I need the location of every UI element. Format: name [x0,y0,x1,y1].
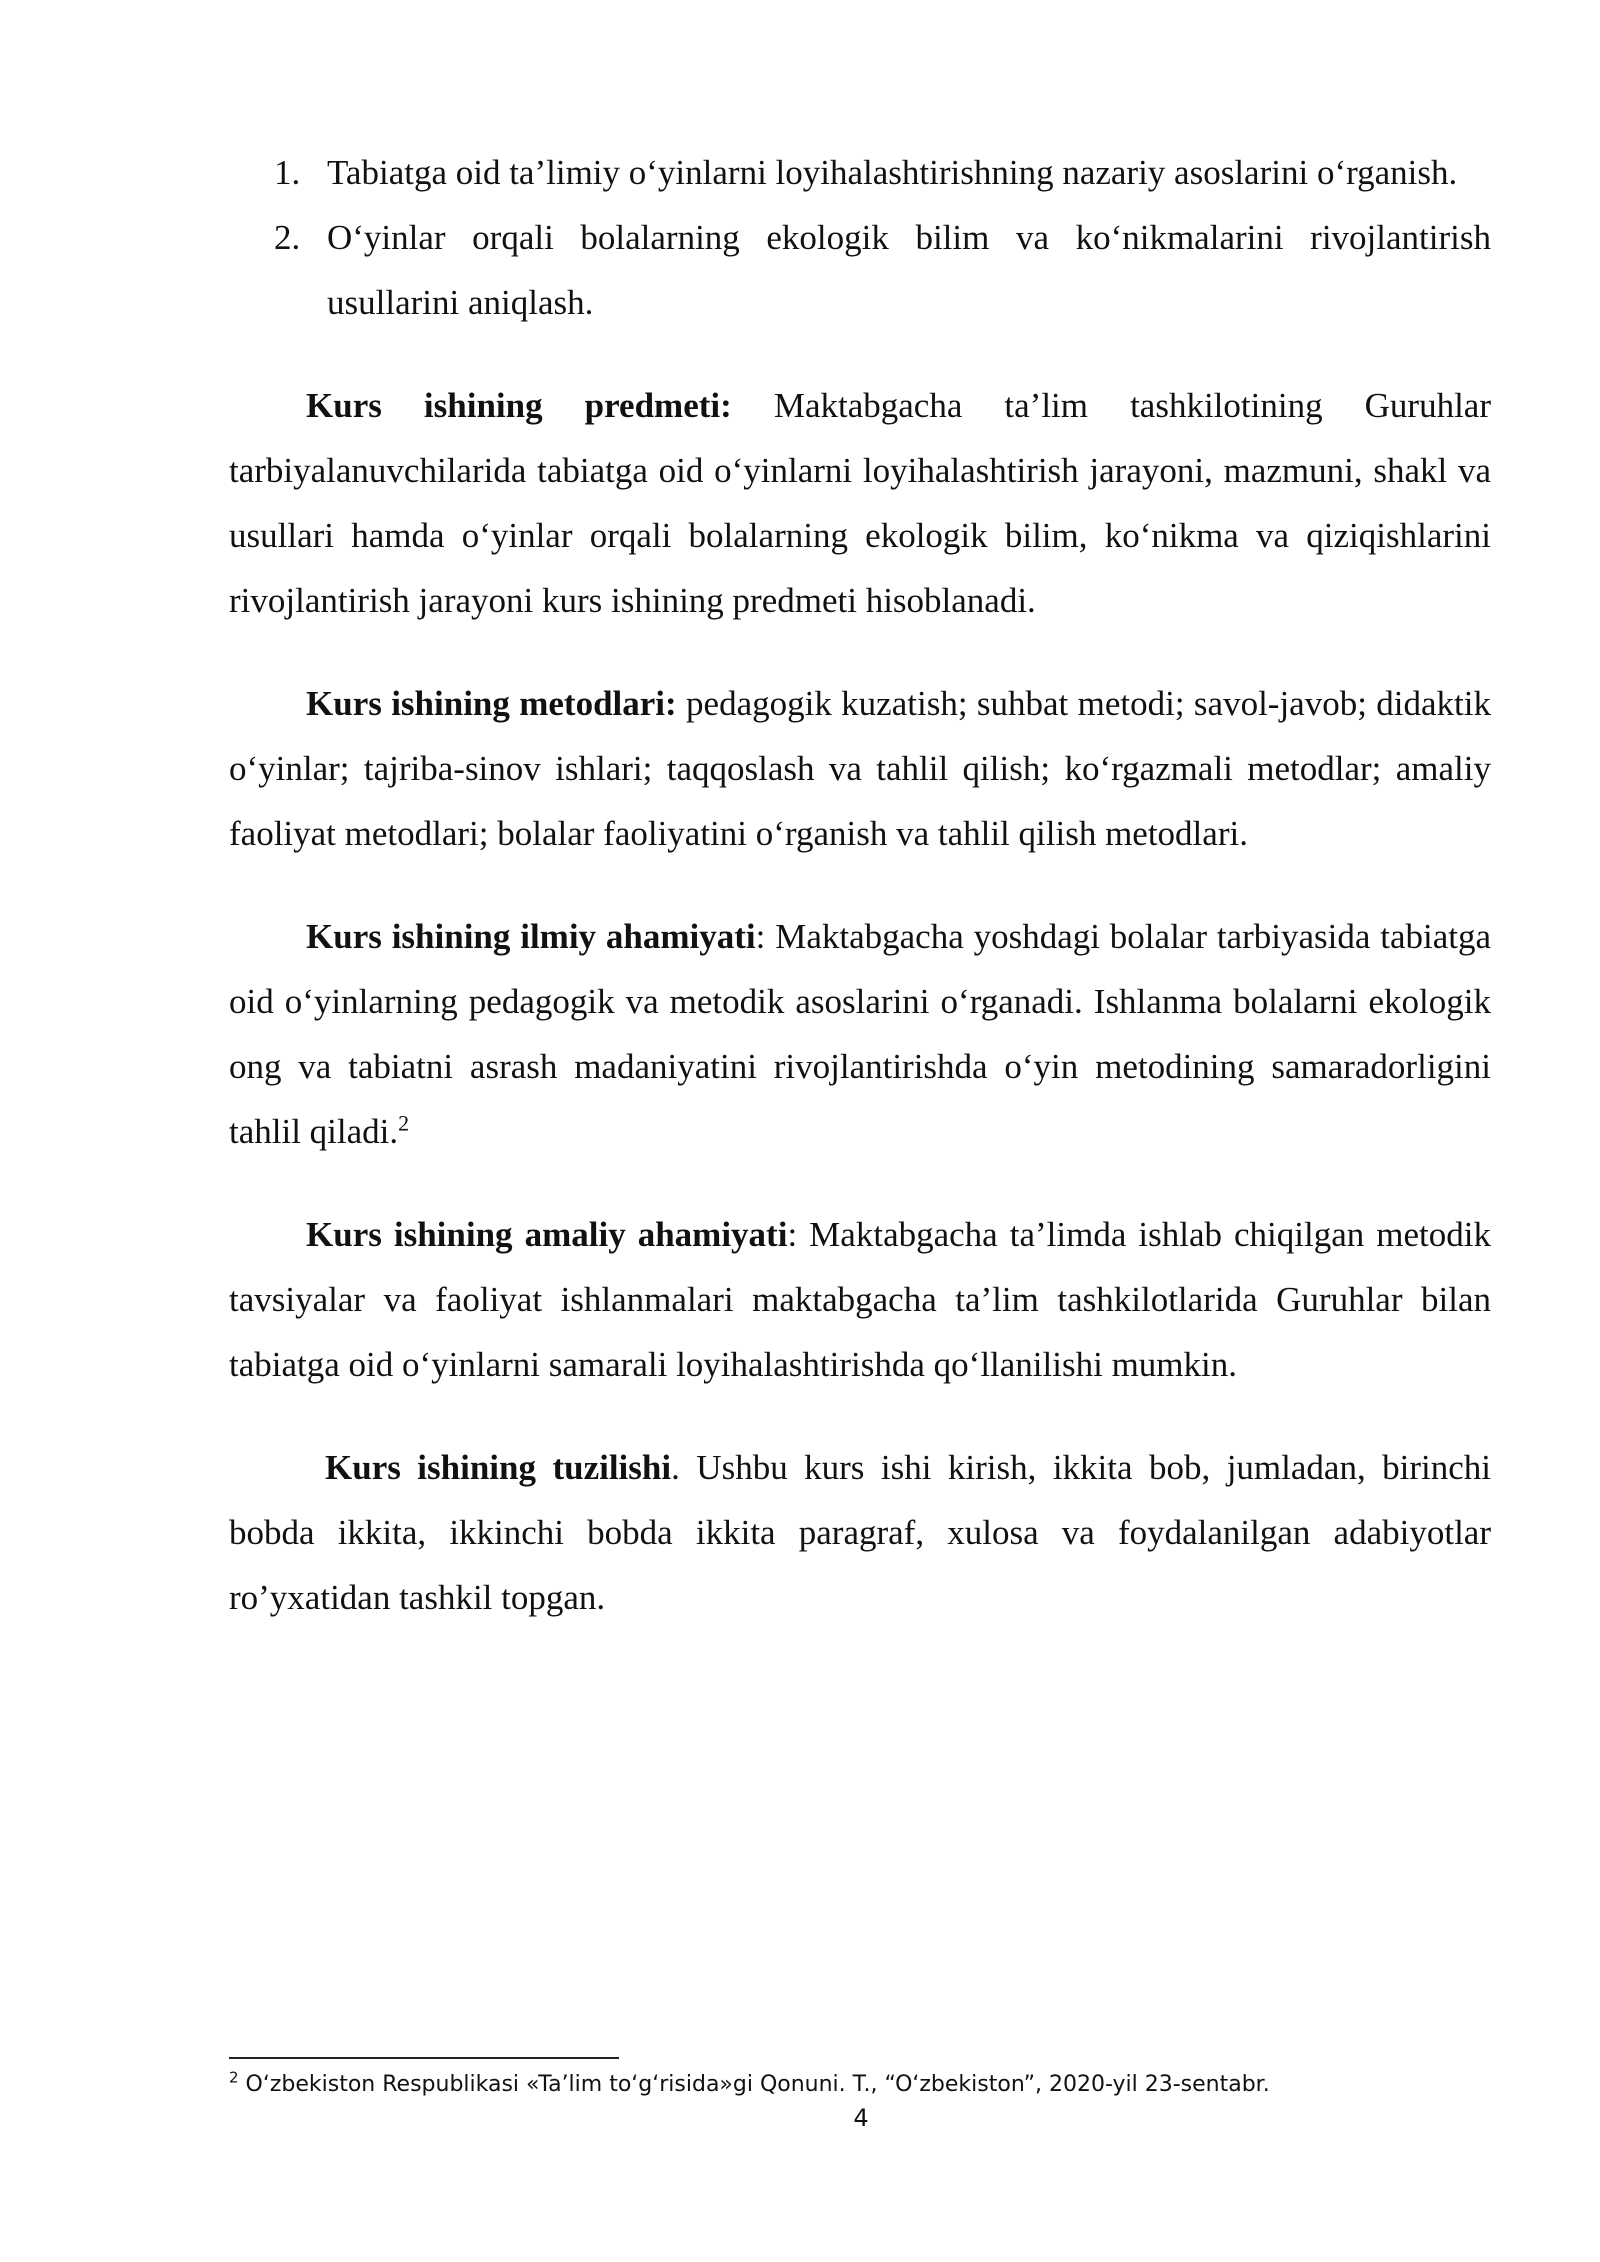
footnote-mark: 2 [229,2068,239,2087]
objectives-list [229,140,1491,335]
page-number: 4 [853,2104,869,2132]
list-item-text: O‘yinlar orqali bolalarning ekologik bilim va ko‘nikmalarini rivojlantirish usullarini aniqlash. [327,218,1491,322]
paragraph-heading: Kurs ishining amaliy ahamiyati [306,1215,788,1254]
paragraph-amaliy-ahamiyati [229,1202,1491,1397]
footnote-separator [229,2057,619,2059]
list-item [229,140,1491,205]
paragraph-heading: Kurs ishining ilmiy ahamiyati [306,917,756,956]
footnote-reference[interactable]: 2 [398,1110,410,1136]
paragraph-predmeti [229,373,1491,633]
paragraph-text: : Maktabgacha ta’limda ishlab chiqilgan metodik tavsiyalar va faoliyat ishlanmalari maktabgacha ta’lim tashkilotlarida Guruhlar bilan tabiatga oid o‘yinlarni samarali loyihalashtirishda qo‘llanilishi mumkin. [229,1215,1491,1384]
paragraph-heading: Kurs ishining predmeti: [306,386,732,425]
paragraph-text: . Ushbu kurs ishi kirish, ikkita bob, jumladan, birinchi bobda ikkita, ikkinchi bobda ikkita paragraf, xulosa va foydalanilgan adabiyotlar ro’yxatidan tashkil topgan. [229,1448,1492,1617]
paragraph-tuzilishi [229,1435,1491,1630]
paragraph-metodlari [229,671,1491,866]
list-item-text: Tabiatga oid ta’limiy o‘yinlarni loyihalashtirishning nazariy asoslarini o‘rganish. [327,153,1458,192]
paragraph-ilmiy-ahamiyati [229,904,1491,1164]
paragraph-text: Maktabgacha ta’lim tashkilotining Guruhlar tarbiyalanuvchilarida tabiatga oid o‘yinlarni loyihalashtirish jarayoni, mazmuni, shakl va usullari hamda o‘yinlar orqali bolalarning ekologik bilim, ko‘nikma va qiziqishlarini rivojlantirish jarayoni kurs ishining predmeti hisoblanadi. [229,386,1491,620]
paragraph-text: : Maktabgacha yoshdagi bolalar tarbiyasida tabiatga oid o‘yinlarning pedagogik va metodik asoslarini o‘rganadi. Ishlanma bolalarni ekologik ong va tabiatni asrash madaniyatini rivojlantirishda o‘yin metodining samaradorligini tahlil qiladi. [229,917,1492,1151]
list-item-number: 1. [274,153,301,192]
paragraph-heading: Kurs ishining metodlari: [306,684,677,723]
document-body [229,140,1491,1630]
list-item-number: 2. [274,218,301,257]
footnote-text: O‘zbekiston Respublikasi «Ta’lim to‘g‘risida»gi Qonuni. T., “O‘zbekiston”, 2020-yil 23-sentabr. [238,2072,1270,2097]
paragraph-text: pedagogik kuzatish; suhbat metodi; savol-javob; didaktik o‘yinlar; tajriba-sinov ishlari; taqqoslash va tahlil qilish; ko‘rgazmali metodlar; amaliy faoliyat metodlari; bolalar faoliyatini o‘rganish va tahlil qilish metodlari. [229,684,1491,853]
footnote [229,2070,1491,2100]
paragraph-heading: Kurs ishining tuzilishi [325,1448,672,1487]
list-item [229,205,1491,335]
